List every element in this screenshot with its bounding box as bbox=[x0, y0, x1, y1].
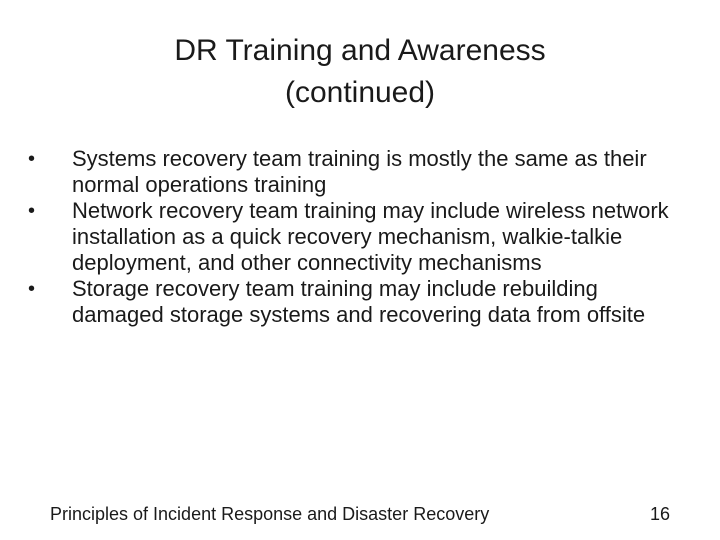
slide-title-line-1: DR Training and Awareness bbox=[174, 34, 546, 67]
bullet-item bbox=[28, 146, 688, 198]
bullet-icon: • bbox=[28, 200, 36, 222]
bullet-icon: • bbox=[28, 148, 36, 170]
bullet-text: Storage recovery team training may include rebuilding damaged storage systems and recovering data from offsite bbox=[72, 276, 646, 327]
footer-text: Principles of Incident Response and Disaster Recovery bbox=[50, 504, 490, 524]
bullet-list bbox=[28, 146, 688, 328]
bullet-item bbox=[28, 276, 688, 328]
slide-title bbox=[60, 30, 660, 114]
bullet-text: Network recovery team training may include wireless network installation as a quick recovery mechanism, walkie-talkie deployment, and other connectivity mechanisms bbox=[72, 198, 669, 275]
bullet-icon: • bbox=[28, 278, 36, 300]
slide-title-line-2: (continued) bbox=[284, 76, 436, 109]
bullet-text: Systems recovery team training is mostly the same as their normal operations training bbox=[72, 146, 647, 197]
bullet-item bbox=[28, 198, 688, 276]
page-number: 16 bbox=[649, 504, 670, 524]
